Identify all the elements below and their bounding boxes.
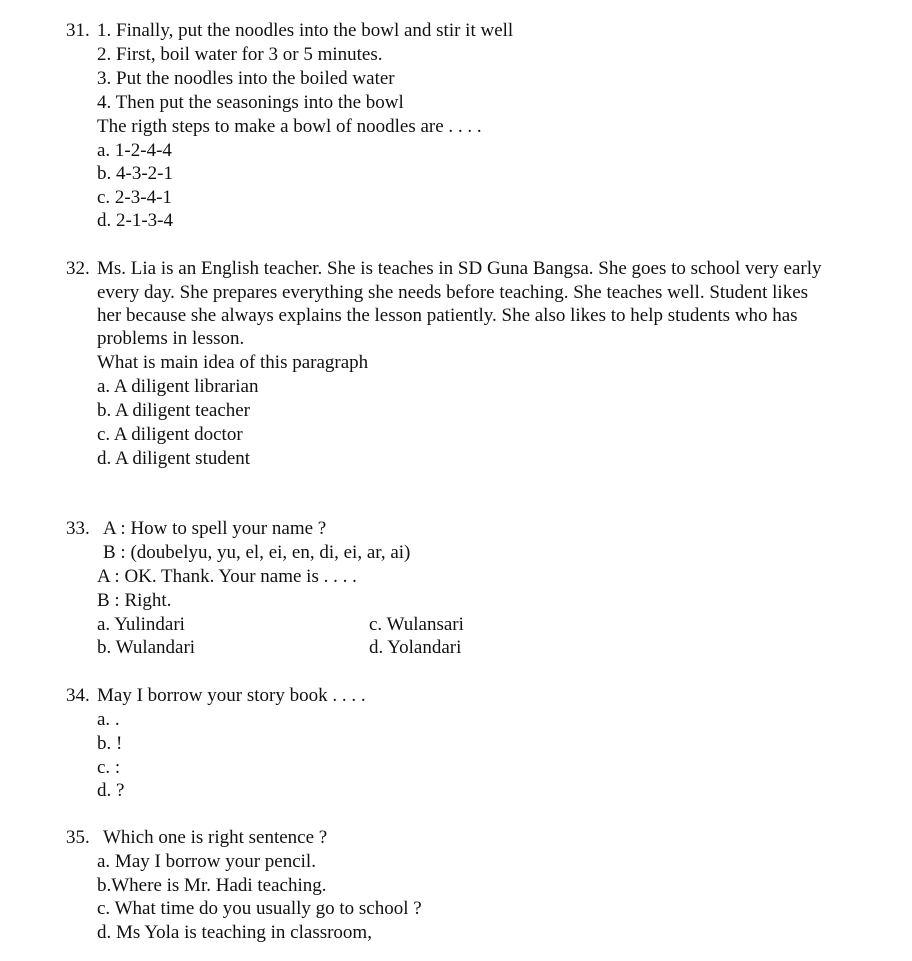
question-number: 34. xyxy=(66,685,90,706)
answer-option: b. 4-3-2-1 xyxy=(97,163,173,184)
passage-line: every day. She prepares everything she needs before teaching. She teaches well. Student likes xyxy=(97,282,809,303)
question-number: 35. xyxy=(66,827,90,848)
step-line: 4. Then put the seasonings into the bowl xyxy=(97,92,404,113)
answer-option: d. A diligent student xyxy=(97,448,251,469)
answer-option: b.Where is Mr. Hadi teaching. xyxy=(97,875,327,896)
dialog-line: B : Right. xyxy=(97,590,172,611)
dialog-line: A : OK. Thank. Your name is . . . . xyxy=(97,566,357,587)
step-line: 3. Put the noodles into the boiled water xyxy=(97,68,395,89)
dialog-line: A : How to spell your name ? xyxy=(103,518,327,539)
answer-option: d. Yolandari xyxy=(369,637,462,658)
answer-option: c. A diligent doctor xyxy=(97,424,243,445)
answer-option: c. What time do you usually go to school ? xyxy=(97,898,422,919)
passage-line: problems in lesson. xyxy=(97,328,245,349)
answer-option: d. Ms Yola is teaching in classroom, xyxy=(97,922,372,943)
answer-option: b. Wulandari xyxy=(97,637,196,658)
answer-option: c. Wulansari xyxy=(369,614,464,635)
passage-line: her because she always explains the lesson patiently. She also likes to help students who has xyxy=(97,305,798,326)
question-prompt: The rigth steps to make a bowl of noodles are . . . . xyxy=(97,116,482,137)
question-number: 31. xyxy=(66,20,90,41)
answer-option: b. ! xyxy=(97,733,123,754)
answer-option: a. Yulindari xyxy=(97,614,185,635)
answer-option: a. . xyxy=(97,709,120,730)
step-line: 1. Finally, put the noodles into the bowl and stir it well xyxy=(97,20,514,41)
answer-option: a. A diligent librarian xyxy=(97,376,259,397)
answer-option: c. : xyxy=(97,757,121,778)
answer-option: d. ? xyxy=(97,780,125,801)
dialog-line: B : (doubelyu, yu, el, ei, en, di, ei, ar, ai) xyxy=(103,542,411,563)
answer-option: a. May I borrow your pencil. xyxy=(97,851,316,872)
question-number: 32. xyxy=(66,258,90,279)
answer-option: a. 1-2-4-4 xyxy=(97,140,172,161)
question-prompt: What is main idea of this paragraph xyxy=(97,352,369,373)
answer-option: c. 2-3-4-1 xyxy=(97,187,172,208)
question-number: 33. xyxy=(66,518,90,539)
step-line: 2. First, boil water for 3 or 5 minutes. xyxy=(97,44,383,65)
question-prompt: Which one is right sentence ? xyxy=(103,827,328,848)
passage-line: Ms. Lia is an English teacher. She is teaches in SD Guna Bangsa. She goes to school very early xyxy=(97,258,822,279)
answer-option: d. 2-1-3-4 xyxy=(97,210,173,231)
answer-option: b. A diligent teacher xyxy=(97,400,251,421)
question-prompt: May I borrow your story book . . . . xyxy=(97,685,366,706)
